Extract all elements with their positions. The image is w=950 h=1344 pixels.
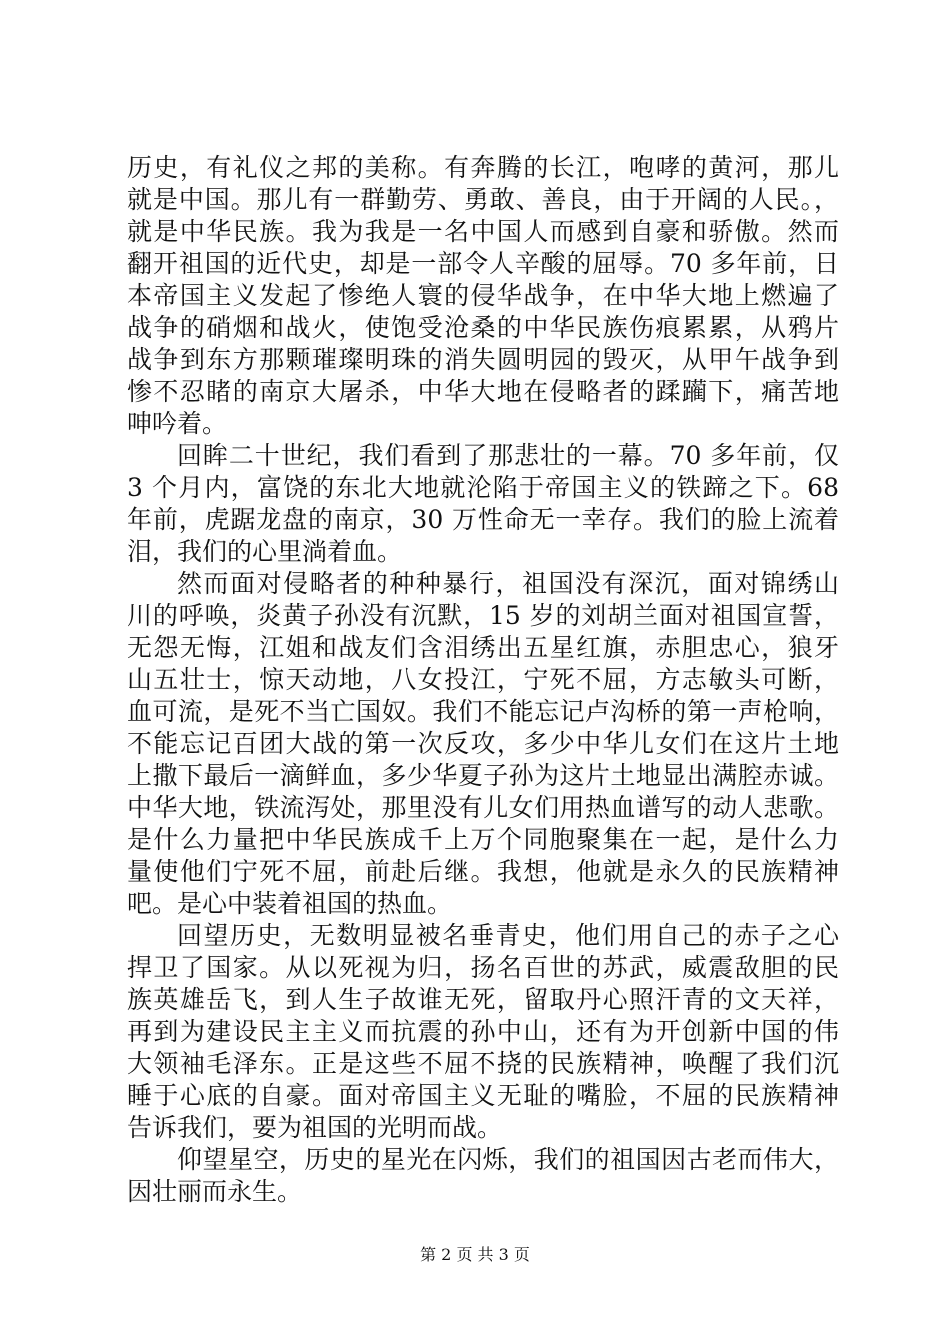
text-line: 就是中华民族。我为我是一名中国人而感到自豪和骄傲。然而: [127, 217, 839, 246]
text-line: 川的呼唤，炎黄子孙没有沉默，15 岁的刘胡兰面对祖国宣誓，: [127, 601, 839, 630]
text-line: 翻开祖国的近代史，却是一部令人辛酸的屈辱。70 多年前，日: [127, 249, 839, 278]
paragraph: [127, 920, 839, 1144]
text-line: 无怨无悔，江姐和战友们含泪绣出五星红旗，赤胆忠心，狼牙: [127, 633, 839, 662]
text-line: 回望历史，无数明显被名垂青史，他们用自己的赤子之心: [177, 921, 839, 950]
text-line: 山五壮士，惊天动地，八女投江，宁死不屈，方志敏头可断，: [127, 665, 839, 694]
paragraph: [127, 152, 839, 440]
paragraph: [127, 568, 839, 920]
text-line: 战争的硝烟和战火，使饱受沧桑的中华民族伤痕累累，从鸦片: [127, 313, 839, 342]
paragraph: [127, 440, 839, 568]
text-line: 回眸二十世纪，我们看到了那悲壮的一幕。70 多年前，仅: [177, 441, 839, 470]
page-number-footer: 第 2 页 共 3 页: [420, 1245, 530, 1264]
text-line: 仰望星空，历史的星光在闪烁，我们的祖国因古老而伟大，: [177, 1145, 839, 1174]
text-line: 是什么力量把中华民族成千上万个同胞聚集在一起，是什么力: [127, 825, 839, 854]
text-line: 告诉我们，要为祖国的光明而战。: [127, 1113, 503, 1142]
body-text: [127, 152, 839, 1208]
paragraph: [127, 1144, 839, 1208]
text-line: 睡于心底的自豪。面对帝国主义无耻的嘴脸，不屈的民族精神: [127, 1081, 839, 1110]
text-line: 捍卫了国家。从以死视为归，扬名百世的苏武，威震敌胆的民: [127, 953, 839, 982]
text-line: 泪，我们的心里淌着血。: [127, 537, 403, 566]
text-line: 吧。是心中装着祖国的热血。: [127, 889, 453, 918]
text-line: 年前，虎踞龙盘的南京，30 万性命无一幸存。我们的脸上流着: [127, 505, 839, 534]
text-line: 战争到东方那颗璀璨明珠的消失圆明园的毁灭，从甲午战争到: [127, 345, 839, 374]
text-line: 然而面对侵略者的种种暴行，祖国没有深沉，面对锦绣山: [177, 569, 839, 598]
text-line: 大领袖毛泽东。正是这些不屈不挠的民族精神，唤醒了我们沉: [127, 1049, 839, 1078]
text-line: 呻吟着。: [127, 409, 228, 438]
text-line: 历史，有礼仪之邦的美称。有奔腾的长江，咆哮的黄河，那儿: [127, 153, 839, 182]
text-line: 中华大地，铁流泻处，那里没有儿女们用热血谱写的动人悲歌。: [127, 793, 839, 822]
text-line: 族英雄岳飞，到人生子故谁无死，留取丹心照汗青的文天祥，: [127, 985, 839, 1014]
text-line: 惨不忍睹的南京大屠杀，中华大地在侵略者的蹂躏下，痛苦地: [127, 377, 839, 406]
text-line: 3 个月内，富饶的东北大地就沦陷于帝国主义的铁蹄之下。68: [127, 473, 839, 502]
text-line: 就是中国。那儿有一群勤劳、勇敢、善良，由于开阔的人民。，: [127, 185, 839, 214]
text-line: 上撒下最后一滴鲜血，多少华夏子孙为这片土地显出满腔赤诚。: [127, 761, 839, 790]
text-line: 因壮丽而永生。: [127, 1177, 303, 1206]
text-line: 再到为建设民主主义而抗震的孙中山，还有为开创新中国的伟: [127, 1017, 839, 1046]
text-line: 本帝国主义发起了惨绝人寰的侵华战争，在中华大地上燃遍了: [127, 281, 839, 310]
text-line: 不能忘记百团大战的第一次反攻，多少中华儿女们在这片土地: [127, 729, 839, 758]
text-line: 血可流，是死不当亡国奴。我们不能忘记卢沟桥的第一声枪响，: [127, 697, 839, 726]
text-line: 量使他们宁死不屈，前赴后继。我想，他就是永久的民族精神: [127, 857, 839, 886]
